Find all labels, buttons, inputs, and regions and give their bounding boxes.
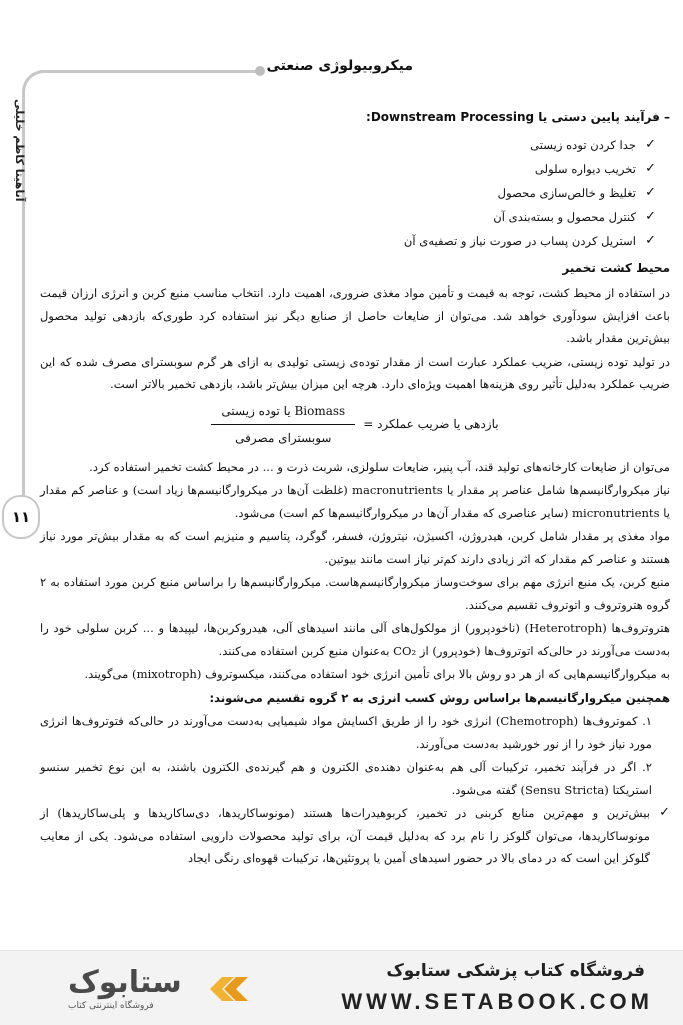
- logo-subtitle: فروشگاه اینترنتی کتاب: [68, 1001, 154, 1011]
- page-number: [2, 495, 40, 539]
- list-item: [40, 229, 656, 253]
- check-icon: ✓: [645, 136, 656, 152]
- list-item: [40, 181, 656, 205]
- paragraph: هتروتروف‌ها (Heterotroph) (ناخودپرور) از مولکول‌های آلی مانند اسیدهای آلی، هیدروکربن‌ها، لیپیدها و ... کربن سلولی خود را به‌دست می‌آورند در حالی‌که اتوتروف‌ها (خودپرور) از CO₂ به‌عنوان منبع کربن استفاده می‌کنند.: [40, 621, 670, 658]
- page-number-text: ۱۱: [11, 508, 31, 526]
- paragraph: مواد مغذی پر مقدار شامل کربن، هیدروژن، اکسیژن، نیتروژن، فسفر، گوگرد، پتاسیم و منیزیم است که به مقدار بیش‌تر مورد نیاز هستند و عناصر کم مقدار که اثر زیادی دارند کم‌تر نیاز است مانند بیوتین.: [40, 529, 670, 566]
- list-item-text: کنترل محصول و بسته‌بندی آن: [493, 209, 636, 224]
- paragraph: می‌توان از ضایعات کارخانه‌های تولید قند، آب پنیر، ضایعات سلولزی، شربت ذرت و ... در محیط کشت تخمیر استفاده کرد.: [89, 459, 670, 474]
- paragraph: در تولید توده زیستی، ضریب عملکرد عبارت است از مقدار توده‌ی زیستی تولیدی به ازای هر گرم سوبسترای مصرف شده که این ضریب عملکرد به‌دلیل تأثیر روی هزینه‌ها اهمیت ویژه‌ای دارد. هرچه این میزان بیش‌تر باشد، بازدهی تخمیر بالاتر است.: [40, 354, 670, 391]
- paragraph-bold: همچنین میکروارگانیسم‌ها براساس روش کسب انرژی به ۲ گروه تقسیم می‌شوند:: [209, 690, 670, 705]
- paragraph: در استفاده از محیط کشت، توجه به قیمت و تأمین مواد مغذی ضروری، اهمیت دارد. انتخاب مناسب منبع کربن و انرژی ارزان قیمت باعث افزایش سودآوری خواهد شد. می‌توان از ضایعات حاصل از صنایع دیگر نیز استفاده کرد طوری‌که بازدهی تولید محصول بیش‌ترین مقدار باشد.: [40, 286, 670, 345]
- shop-name: فروشگاه کتاب پزشکی ستابوک: [386, 961, 645, 981]
- formula-numerator: Biomass یا توده زیستی: [211, 400, 355, 426]
- carbon-list: [40, 802, 670, 870]
- paragraph: به میکروارگانیسم‌هایی که از هر دو روش بالا برای تأمین انرژی خود استفاده می‌کنند، میکسوتروف (mixotroph) می‌گویند.: [84, 667, 670, 681]
- formula-fraction: [211, 400, 355, 450]
- list-item: [40, 133, 656, 157]
- list-item-text: استریل کردن پساب در صورت نیاز و تصفیه‌ی آن: [403, 233, 636, 248]
- numbered-item: ۱. کموتروف‌ها (Chemotroph) انرژی خود را از طریق اکسایش مواد شیمیایی به‌دست می‌آورند در حالی‌که فتوتروف‌ها انرژی مورد نیاز خود را از نور خورشید به‌دست می‌آورند.: [40, 714, 652, 751]
- list-item: [40, 205, 656, 229]
- list-item-text: بیش‌ترین و مهم‌ترین منابع کربنی در تخمیر، کربوهیدرات‌ها هستند (مونوساکاریدها، دی‌ساکاریدها و پلی‌ساکاریدها) از مونوساکاریدها، می‌توان گلوکز را نام برد که به‌دلیل قیمت آن، برای تولید محصولات دارویی استفاده می‌شود. یکی از معایب گلوکز این است که در دمای بالا در حضور اسیدهای آمین یا پروتئین‌ها، ترکیبات قهوه‌ای رنگی ایجاد: [40, 806, 650, 865]
- numbered-item: ۲. اگر در فرآیند تخمیر، ترکیبات آلی هم به‌عنوان دهنده‌ی الکترون و هم گیرنده‌ی الکترون باشند، به این نوع تخمیر سنسو استریکتا (Sensu Stricta) گفته می‌شود.: [40, 760, 652, 797]
- check-icon: ✓: [645, 160, 656, 176]
- paragraph: منبع کربن، یک منبع انرژی مهم برای سوخت‌وساز میکروارگانیسم‌هاست. میکروارگانیسم‌ها را براساس منبع کربن مورد استفاده به ۲ گروه هتروتروف و اتوتروف تقسیم می‌کنند.: [40, 575, 670, 612]
- author-vertical: آناهیتا کاظم خلیلی: [13, 98, 26, 202]
- shop-url-link[interactable]: WWW.SETABOOK.COM: [341, 989, 653, 1014]
- frame-dot: [255, 66, 265, 76]
- list-item: [40, 802, 670, 870]
- list-item-text: تغلیظ و خالص‌سازی محصول: [497, 185, 636, 200]
- list-item-text: تخریب دیواره سلولی: [534, 161, 636, 176]
- downstream-title: – فرآیند پایین دستی یا Downstream Processing:: [366, 110, 670, 124]
- frame-top-line: [40, 70, 260, 73]
- list-item: [40, 157, 656, 181]
- running-head: میکروبیولوژی صنعتی: [266, 58, 413, 74]
- logo-mark-icon: [206, 969, 250, 1009]
- list-item-text: جدا کردن توده زیستی: [530, 137, 636, 152]
- logo-text: ستابوک: [68, 965, 182, 1000]
- formula-denominator: سوبسترای مصرفی: [235, 431, 332, 445]
- check-icon: ✓: [659, 805, 670, 820]
- setabook-logo[interactable]: [28, 963, 258, 1015]
- yield-formula: [40, 400, 670, 450]
- paragraph: نیاز میکروارگانیسم‌ها شامل عناصر پر مقدار یا macronutrients (غلظت آن‌ها در میکروارگانیسم‌ها زیاد است) و عناصر کم مقدار یا micronutrients (سایر عناصری که مقدار آن‌ها در میکروارگانیسم‌ها کم است) می‌شود.: [40, 483, 671, 520]
- formula-lhs: بازدهی یا ضریب عملکرد =: [363, 417, 499, 432]
- check-icon: ✓: [645, 208, 656, 224]
- section-title: محیط کشت تخمیر: [562, 260, 670, 275]
- page-content: [40, 100, 670, 870]
- check-icon: ✓: [645, 184, 656, 200]
- check-icon: ✓: [645, 232, 656, 248]
- downstream-list: [40, 133, 670, 253]
- footer-banner[interactable]: [0, 950, 683, 1025]
